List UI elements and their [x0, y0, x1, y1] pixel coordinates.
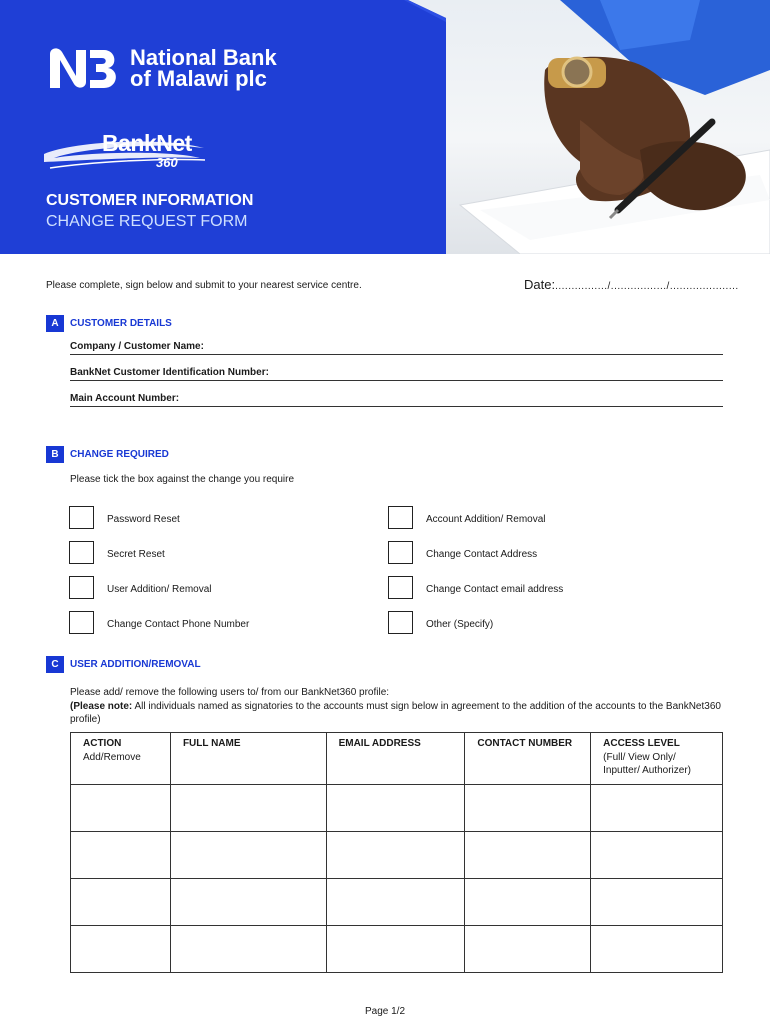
company-name-label: Company / Customer Name: [70, 341, 204, 352]
section-b-header [46, 446, 169, 463]
main-account-label: Main Account Number: [70, 393, 180, 404]
date-field[interactable] [524, 277, 739, 292]
section-c-line1: Please add/ remove the following users to/ from our BankNet360 profile: [70, 687, 390, 698]
table-header-row [71, 733, 723, 785]
table-cell[interactable] [170, 879, 326, 926]
section-a-letter: A [46, 315, 64, 332]
page-number: Page 1/2 [364, 1006, 406, 1017]
note-text: All individuals named as signatories to the accounts must sign below in agreement to the addition of the accounts to the BankNet360 profile) [70, 700, 721, 725]
table-cell[interactable] [591, 879, 723, 926]
table-row [71, 832, 723, 879]
table-row [71, 879, 723, 926]
section-c-letter: C [46, 656, 64, 673]
banknet-number: 360 [156, 155, 178, 170]
header-banner [0, 0, 770, 254]
checkbox[interactable] [388, 576, 413, 599]
section-b-title: CHANGE REQUIRED [70, 449, 169, 460]
section-a-title: CUSTOMER DETAILS [70, 318, 172, 329]
header-access-level: ACCESS LEVEL (Full/ View Only/ Inputter/ Authorizer) [591, 733, 723, 785]
intro-text: Please complete, sign below and submit to your nearest service centre. [46, 280, 362, 291]
checkbox-change-email[interactable] [388, 576, 413, 599]
table-cell[interactable] [71, 879, 171, 926]
nb-logo-icon [46, 44, 122, 92]
checkbox-change-phone[interactable] [69, 611, 94, 634]
header-email: EMAIL ADDRESS [326, 733, 465, 785]
section-c-title: USER ADDITION/REMOVAL [70, 659, 201, 670]
table-row [71, 926, 723, 973]
checkbox[interactable] [69, 506, 94, 529]
option-other: Other (Specify) [426, 619, 494, 630]
bank-name-line1: National Bank [130, 45, 277, 70]
table-cell[interactable] [170, 926, 326, 973]
section-c-intro [70, 686, 730, 727]
checkbox-user-addition[interactable] [69, 576, 94, 599]
option-password-reset: Password Reset [107, 514, 180, 525]
table-cell[interactable] [326, 832, 465, 879]
checkbox-password-reset[interactable] [69, 506, 94, 529]
checkbox[interactable] [388, 506, 413, 529]
checkbox-change-address[interactable] [388, 541, 413, 564]
table-row [71, 785, 723, 832]
date-placeholder: ................/................./..................... [555, 281, 739, 292]
checkbox[interactable] [69, 576, 94, 599]
date-label: Date: [524, 277, 556, 292]
option-change-email: Change Contact email address [426, 584, 564, 595]
table-cell[interactable] [71, 832, 171, 879]
section-a-header [46, 315, 172, 332]
header-full-name: FULL NAME [170, 733, 326, 785]
section-b-letter: B [46, 446, 64, 463]
checkbox[interactable] [388, 611, 413, 634]
table-cell[interactable] [170, 785, 326, 832]
checkbox-account-addition[interactable] [388, 506, 413, 529]
table-cell[interactable] [465, 926, 591, 973]
bank-name [130, 47, 277, 89]
section-c-note [70, 700, 730, 727]
users-table [70, 732, 723, 973]
table-cell[interactable] [326, 879, 465, 926]
table-cell[interactable] [465, 832, 591, 879]
table-cell[interactable] [326, 785, 465, 832]
table-cell[interactable] [71, 785, 171, 832]
form-title: CUSTOMER INFORMATION [46, 192, 254, 209]
table-cell[interactable] [465, 785, 591, 832]
customer-id-label: BankNet Customer Identification Number: [70, 367, 269, 378]
checkbox[interactable] [69, 611, 94, 634]
main-account-field[interactable] [70, 393, 723, 407]
header-contact: CONTACT NUMBER [465, 733, 591, 785]
company-name-field[interactable] [70, 341, 723, 355]
checkbox[interactable] [388, 541, 413, 564]
bank-logo [46, 44, 277, 92]
header-action: ACTION Add/Remove [71, 733, 171, 785]
table-cell[interactable] [170, 832, 326, 879]
option-account-addition: Account Addition/ Removal [426, 514, 546, 525]
form-subtitle: CHANGE REQUEST FORM [46, 213, 248, 230]
table-cell[interactable] [591, 785, 723, 832]
bank-name-line2: of Malawi plc [130, 66, 267, 91]
banknet-text: BankNet [102, 130, 192, 156]
section-c-header [46, 656, 201, 673]
option-user-addition: User Addition/ Removal [107, 584, 212, 595]
option-change-address: Change Contact Address [426, 549, 538, 560]
option-change-phone: Change Contact Phone Number [107, 619, 250, 630]
checkbox[interactable] [69, 541, 94, 564]
table-cell[interactable] [326, 926, 465, 973]
table-cell[interactable] [591, 832, 723, 879]
note-label: (Please note: [70, 700, 133, 712]
banknet360-logo [40, 128, 210, 174]
customer-id-field[interactable] [70, 367, 723, 381]
table-cell[interactable] [465, 879, 591, 926]
table-cell[interactable] [71, 926, 171, 973]
checkbox-secret-reset[interactable] [69, 541, 94, 564]
checkbox-other[interactable] [388, 611, 413, 634]
option-secret-reset: Secret Reset [107, 549, 165, 560]
table-cell[interactable] [591, 926, 723, 973]
section-b-instruction: Please tick the box against the change you require [70, 474, 295, 485]
